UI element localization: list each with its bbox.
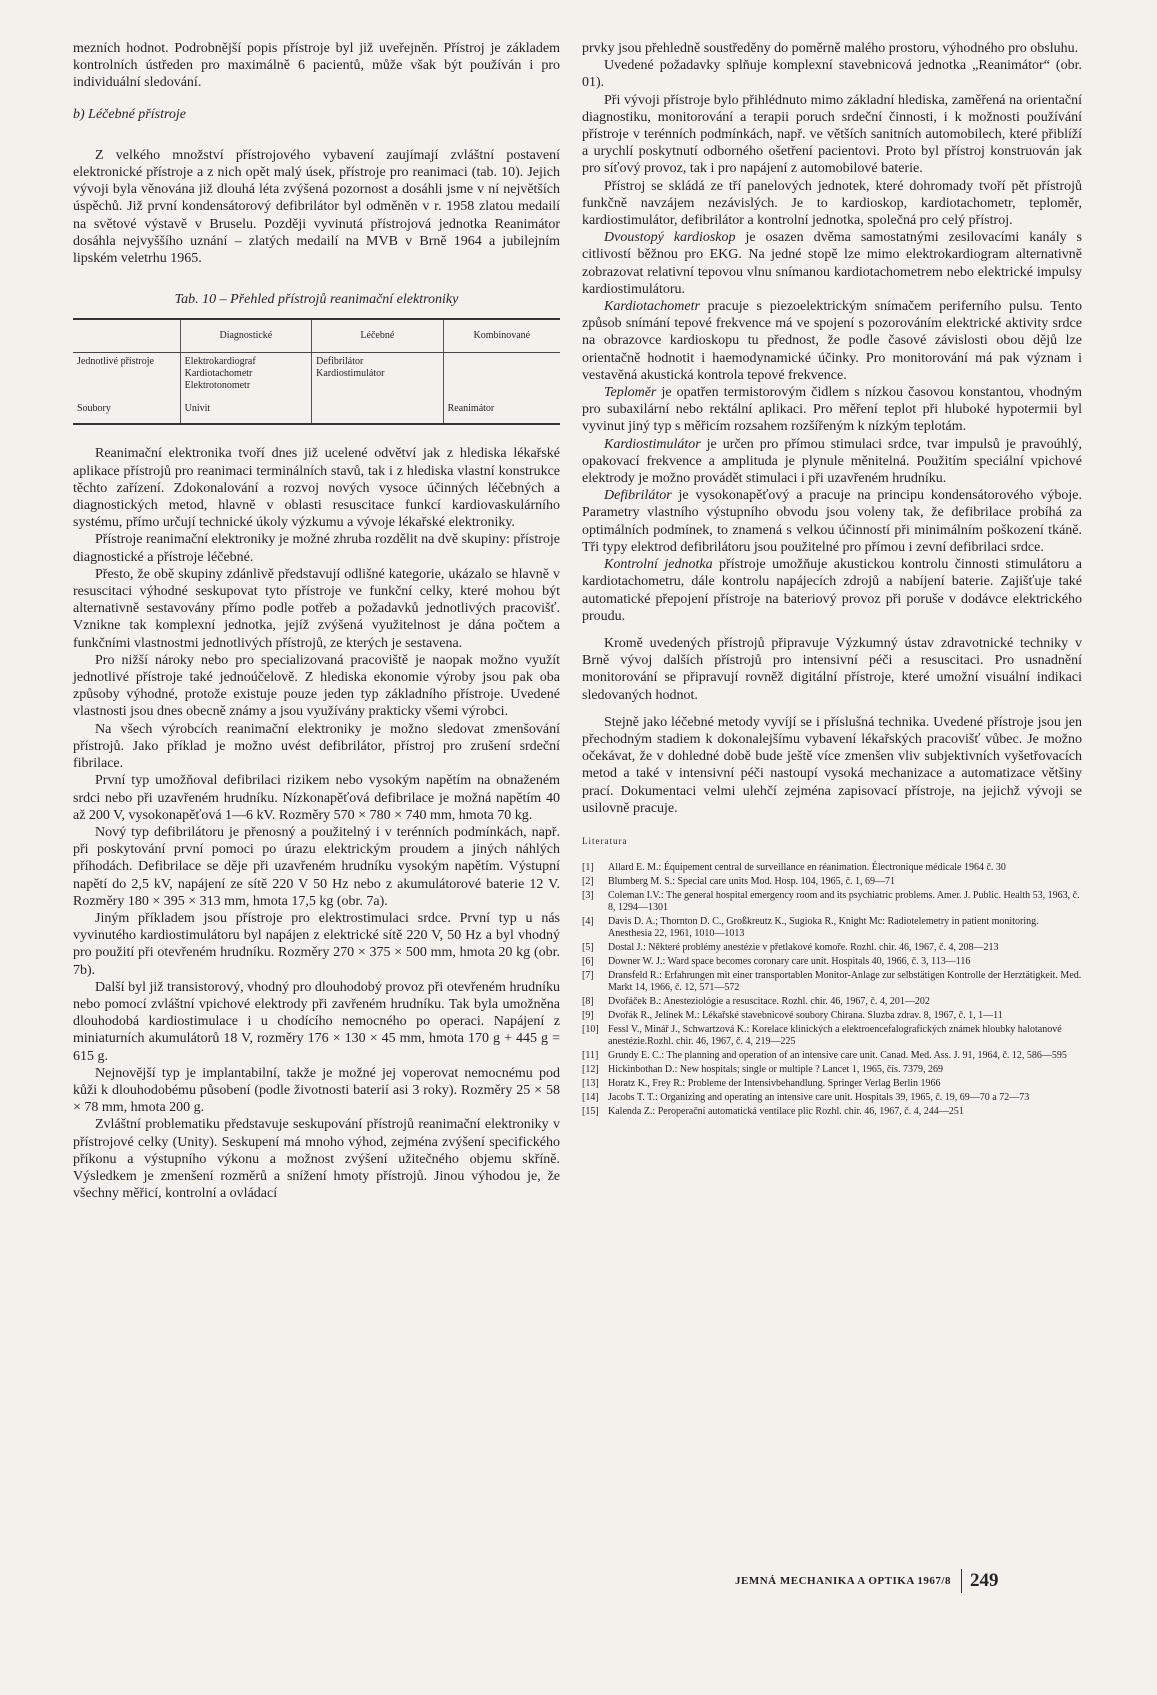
right-column xyxy=(582,40,1082,1120)
page-number: 249 xyxy=(969,1570,999,1591)
paragraph: Jiným příkladem jsou přístroje pro elektrostimulaci srdce. První typ u nás vyvinutého kardiostimulátoru byl napájen z elektrické sítě 220 V, 50 Hz a byl vhodný pro použití při otevřeném hrudníku. Rozměry 270 × 375 × 500 mm, hmota 20 kg (obr. 7b). xyxy=(73,910,560,978)
table-header-cell xyxy=(73,319,180,353)
reference-number: [6] xyxy=(582,956,594,968)
cell-item: Defibrilátor xyxy=(316,356,364,368)
reference-number: [13] xyxy=(582,1078,599,1090)
reference-item xyxy=(582,1024,1082,1048)
table-row xyxy=(73,353,560,401)
paragraph xyxy=(582,436,1082,488)
reference-text: Allard E. M.: Équipement central de surveillance en réanimation. Électronique médicale 1964 č. 30 xyxy=(608,862,1006,874)
device-term: Dvoustopý kardioskop xyxy=(604,230,736,246)
reference-number: [14] xyxy=(582,1092,599,1104)
row-label: Soubory xyxy=(77,403,111,415)
device-term: Defibrilátor xyxy=(604,488,672,504)
reference-text: Davis D. A.; Thornton D. C., Großkreutz K., Sugioka R., Knight Mc: Radiotelemetry in patient monitoring. Anesthesia 22, 1961, 1010—1013 xyxy=(608,916,1039,940)
paragraph: prvky jsou přehledně soustředěny do poměrně malého prostoru, výhodného pro obsluhu. xyxy=(582,41,1079,56)
paragraph xyxy=(582,487,1082,556)
device-overview-table xyxy=(73,318,560,425)
references-heading: Literatura xyxy=(582,835,628,846)
paragraph xyxy=(582,298,1082,384)
paragraph xyxy=(582,229,1082,298)
paragraph xyxy=(582,556,1082,625)
left-column xyxy=(73,40,560,1202)
reference-item xyxy=(582,1064,1082,1076)
table-cell: Univit xyxy=(180,400,311,424)
paragraph: Uvedené požadavky splňuje komplexní stavebnicová jednotka „Reanimátor“ (obr. 01). xyxy=(582,58,1082,91)
reference-item xyxy=(582,1106,1082,1118)
paragraph: Reanimační elektronika tvoří dnes již ucelené odvětví jak z hlediska lékařské aplikace přístrojů pro reanimaci terminálních stavů, tak i z hlediska vlastní konstrukce těchto zařízení. Zdokonalování a rozvoj nových vysoce účinných léčebných a diagnostických metod, hlavně v oblasti resuscitace funkcí kardiovaskulárního systému, přímo určují technické úkoly výzkumu a vývoje lékařské elektroniky. xyxy=(73,446,560,531)
reference-number: [8] xyxy=(582,996,594,1008)
reference-text: Kalenda Z.: Peroperační automatická ventilace plic Rozhl. chir. 46, 1967, č. 4, 244—251 xyxy=(608,1106,964,1118)
reference-number: [9] xyxy=(582,1010,594,1022)
device-term: Teploměr xyxy=(604,385,657,401)
page-footer xyxy=(735,1569,998,1593)
reference-number: [7] xyxy=(582,970,594,982)
cell-item: Elektrotonometr xyxy=(184,380,251,392)
reference-item xyxy=(582,996,1082,1008)
table-cell: Reanimátor xyxy=(443,400,560,424)
footer-divider xyxy=(961,1569,962,1593)
table-cell xyxy=(312,353,443,401)
section-heading: b) Léčebné přístroje xyxy=(73,106,187,122)
table-header-cell: Kombinované xyxy=(443,319,560,353)
reference-item xyxy=(582,970,1082,994)
reference-item xyxy=(582,1010,1082,1022)
paragraph: mezních hodnot. Podrobnější popis přístroje byl již uveřejněn. Přístroj je základem kontrolních ústředen pro maximálně 6 pacientů, může však být používán i pro individuální sledování. xyxy=(73,41,560,91)
paragraph-text: je osazen dvěma samostatnými zesilovacími kanály s citlivostí běžnou pro EKG. Na jedné stopě lze mimo elektrokardiogram alternativně zobrazovat relativní tepovou vlnu snímanou kardiotachometrem nebo elektrické impulsy kardiostimulátoru. xyxy=(582,230,1082,297)
references-list xyxy=(582,862,1082,1118)
reference-number: [5] xyxy=(582,942,594,954)
paragraph-text: přístroje umožňuje akustickou kontrolu činnosti stimulátoru a kardiotachometru, dále kontrolu napájecích zdrojů a nabíjení baterie. Zajišťuje také automatické přepojení přístroje na bateriový provoz při poruše v dodávce elektrického proudu. xyxy=(582,557,1082,624)
reference-text: Fessl V., Minář J., Schwartzová K.: Korelace klinických a elektroencefalografických známek hloubky halotanové anestézie.Rozhl. chir. 46, 1967, č. 4, 219—225 xyxy=(608,1024,1062,1048)
reference-item xyxy=(582,1050,1082,1062)
reference-text: Grundy E. C.: The planning and operation of an intensive care unit. Canad. Med. Ass. J. 91, 1964, č. 12, 586—595 xyxy=(608,1050,1067,1062)
reference-text: Horatz K., Frey R.: Probleme der Intensivbehandlung. Springer Verlag Berlin 1966 xyxy=(608,1078,941,1090)
device-term: Kardiostimulátor xyxy=(604,436,701,452)
paragraph: První typ umožňoval defibrilaci rizikem nebo vysokým napětím na obnaženém srdci nebo při uzavřeném hrudníku. Nízkonapěťová defibrilace je možná napětím 40 až 200 V, vysokonapěťová 1—6 kV. Rozměry 570 × 780 × 740 mm, hmota 70 kg. xyxy=(73,773,560,823)
table-cell xyxy=(180,353,311,401)
reference-number: [2] xyxy=(582,876,594,888)
paragraph: Při vývoji přístroje bylo přihlédnuto mimo základní hlediska, zaměřená na orientační diagnostiku, monitorování a terapii poruch srdeční činnosti, i k možnosti používání přístroje v terénních podmínkách, např. ve větších sanitních automobilech, které přiblíží a urychlí poskytnutí odborného ošetření pacientovi. Proto byl přístroj konstruován jak pro síťový provoz, tak i pro napájení z automobilové baterie. xyxy=(582,92,1082,177)
paragraph: Přesto, že obě skupiny zdánlivě představují odlišné kategorie, ukázalo se hlavně v resuscitaci výhodné seskupovat tyto přístroje ve funkční celky, které mohou být alternativně sestavovány přímo podle potřeb a požadavků jednotlivých pracovišť. Vznikne tak komplexní jednotka, jejíž zvýšená využitelnost je dána počtem a funkčními vlastnostmi jednotlivých přístrojů, ze kterých je sestavena. xyxy=(73,566,560,651)
cell-item: Kardiostimulátor xyxy=(316,368,385,380)
reference-text: Dostal J.: Některé problémy anestézie v přetlakové komoře. Rozhl. chir. 46, 1967, č. 4, 208—213 xyxy=(608,942,999,954)
reference-text: Downer W. J.: Ward space becomes coronary care unit. Hospitals 40, 1966, č. 3, 113—116 xyxy=(608,956,971,968)
paragraph: Zvláštní problematiku představuje seskupování přístrojů reanimační elektroniky v přístrojové celky (Unity). Seskupení má mnoho výhod, zejména zvýšení specifického příkonu a výstupního výkonu a možnost zvýšení užitečného objemu skříně. Výsledkem je zmenšení rozměrů a snížení hmoty přístrojů. Jinou výhodou je, že všechny měřicí, kontrolní a ovládací xyxy=(73,1117,560,1202)
reference-text: Dvořáček B.: Anesteziológie a resuscitace. Rozhl. chir. 46, 1967, č. 4, 201—202 xyxy=(608,996,930,1008)
paragraph: Přístroj se skládá ze tří panelových jednotek, které dohromady tvoří pět přístrojů funkčně navzájem nezávislých. Je to kardioskop, kardiotachometr, teploměr, kardiostimulátor, defibrilátor a kontrolní jednotka, společná pro celý přístroj. xyxy=(582,178,1082,229)
paragraph: Přístroje reanimační elektroniky je možné zhruba rozdělit na dvě skupiny: přístroje diagnostické a přístroje léčebné. xyxy=(73,532,560,565)
reference-text: Dransfeld R.: Erfahrungen mit einer transportablen Monitor-Anlage zur selbstätigen Kontrolle der Herztätigkeit. Med. Markt 14, 1966, č. 12, 571—572 xyxy=(608,970,1082,994)
table-header-cell: Léčebné xyxy=(312,319,443,353)
paragraph-text: je opatřen termistorovým čidlem s nízkou časovou konstantou, vhodným pro subaxilární nebo rektální aplikaci. Pro měření teplot při hluboké hypotermii byl vyvinut jiný typ s měřicím rozsahem rozšířeným k nízkým teplotám. xyxy=(582,385,1082,435)
paragraph-text: je vysokonapěťový a pracuje na principu kondensátorového výboje. Parametry vlastního výstupního obvodu jsou voleny tak, že defibrilace probíhá za optimálních podmínek, to znamená s velkou účinností při minimálním poškození tkáně. Tři typy elektrod defibrilátoru jsou použitelné pro přímou i zevní defibrilaci srdce. xyxy=(582,488,1082,555)
reference-text: Hickinbothan D.: New hospitals; single or multiple ? Lancet 1, 1965, čís. 7379, 269 xyxy=(608,1064,943,1076)
paragraph: Nový typ defibrilátoru je přenosný a použitelný i v terénních podmínkách, např. při poskytování první pomoci po úrazu elektrickým proudem a jiných náhlých příhodách. Defibrilace se děje při uzavřeném hrudníku vysokým napětím. Výstupní napětí do 2,5 kV, napájení ze sítě 220 V 50 Hz nebo z akumulátorové baterie 12 V. Rozměry 180 × 395 × 313 mm, hmota 17,5 kg (obr. 7a). xyxy=(73,824,560,909)
table-cell xyxy=(312,400,443,424)
cell-item: Kardiotachometr xyxy=(184,368,253,380)
paragraph: Stejně jako léčebné metody vyvíjí se i příslušná technika. Uvedené přístroje jsou jen přechodným stadiem k dokonalejšímu vybavení lékařských pracovišť vůbec. Je možno očekávat, že v dohledné době bude ještě více zmenšen vliv subjektivních vyšetřovacích metod a také v intensivní péči nastoupí vysoká mechanizace a automatizace většiny prací. Dokumentaci velmi ulehčí zejména zapisovací přístroje, na jejichž vývoji se usilovně pracuje. xyxy=(582,714,1082,816)
paragraph: Kromě uvedených přístrojů připravuje Výzkumný ústav zdravotnické techniky v Brně vývoj dalších přístrojů pro intensivní péči a resuscitaci. Pro usnadnění monitorování se připravují rovněž digitální přístroje, které umožní visuální indikaci sledovaných hodnot. xyxy=(582,635,1082,703)
reference-item xyxy=(582,916,1082,940)
paragraph: Nejnovější typ je implantabilní, takže je možné jej voperovat nemocnému pod kůži k dlouhodobému působení (podle životnosti baterií asi 3 roky). Rozměry 25 × 58 × 78 mm, hmota 200 g. xyxy=(73,1065,560,1116)
reference-item xyxy=(582,862,1082,874)
paragraph-text: je určen pro přímou stimulaci srdce, tvar impulsů je pravoúhlý, opakovací frekvence a amplituda je plynule měnitelná. Použitím speciální vpichové elektrody je možno provádět stimulaci i při uzavřeném hrudníku. xyxy=(582,436,1082,487)
table-header-row xyxy=(73,319,560,353)
reference-number: [12] xyxy=(582,1064,599,1076)
reference-text: Dvořák R., Jelínek M.: Lékařské stavebnicové soubory Chirana. Sluzba zdrav. 8, 1967, č. 1, 1—11 xyxy=(608,1010,1003,1022)
table-caption: Tab. 10 – Přehled přístrojů reanimační elektroniky xyxy=(174,292,459,308)
cell-item: Elektrokardiograf xyxy=(184,356,256,368)
paragraph: Z velkého množství přístrojového vybavení zaujímají zvláštní postavení elektronické přístroje a z nich opět malý úsek, přístroje pro reanimaci (tab. 10). Jejich vývoji byla věnována již dlouhá léta zvýšená pozornost a dosáhli jsme v ní největších úspěchů. Již první kondensátorový defibrilátor byl odměněn v r. 1958 zlatou medailí na světové výstavě v Bruselu. Později vyvinutá přístrojová jednotka Reanimátor dosáhla nejvyššího uznání – zlatých medailí na MVB v Brně 1964 a jubilejním lipském veletrhu 1965. xyxy=(73,147,560,267)
table-row xyxy=(73,400,560,424)
paragraph: Pro nižší nároky nebo pro specializovaná pracoviště je naopak možno využít jednotlivé přístroje také jednoúčelově. Z hlediska ekonomie výroby jsou pak oba způsoby výhodné, protože existuje pouze jeden typ základního přístroje. Uvedené vlastnosti jsou dnes obecně známy a jsou využívány prakticky všemi výrobci. xyxy=(73,652,560,720)
reference-item xyxy=(582,942,1082,954)
paragraph-text: pracuje s piezoelektrickým snímačem periferního pulsu. Tento způsob snímání tepové frekvence má ve spojení s pozorováním elektrické aktivity srdce na obrazovce kardioskopu tu přednost, že podle časové závislosti obou dějů lze orientačně hodnotit i haemodynamické účinky. Pro monitorování má pak význam i vestavěná akustická kontrola tepové frekvence. xyxy=(582,299,1082,383)
reference-item xyxy=(582,1078,1082,1090)
device-term: Kardiotachometr xyxy=(604,299,700,315)
paragraph xyxy=(582,384,1082,436)
device-term: Kontrolní jednotka xyxy=(604,557,713,573)
reference-item xyxy=(582,876,1082,888)
reference-text: Blumberg M. S.: Special care units Mod. Hosp. 104, 1965, č. 1, 69—71 xyxy=(608,876,896,888)
table-header-cell: Diagnostické xyxy=(180,319,311,353)
reference-number: [10] xyxy=(582,1024,599,1036)
reference-item xyxy=(582,1092,1082,1104)
reference-number: [3] xyxy=(582,890,594,902)
table-cell xyxy=(443,353,560,401)
reference-item xyxy=(582,890,1082,914)
reference-number: [1] xyxy=(582,862,594,874)
reference-number: [11] xyxy=(582,1050,599,1062)
reference-number: [4] xyxy=(582,916,594,928)
paragraph: Na všech výrobcích reanimační elektroniky je možno sledovat zmenšování přístrojů. Jako příklad je možno uvést defibrilátor, přístroj pro zrušení srdeční fibrilace. xyxy=(73,721,560,772)
reference-text: Jacobs T. T.: Organizing and operating an intensive care unit. Hospitals 39, 1965, č. 19, 69—70 a 72—73 xyxy=(608,1092,1030,1104)
paragraph: Další byl již transistorový, vhodný pro dlouhodobý provoz při otevřeném hrudníku nebo pomocí zvláštní vpichové elektrody při zavřeném hrudníku. Tak byla umožněna dlouhodobá kardiostimulace i u chodícího nemocného po operaci. Napájení z miniaturních akumulátorů 18 V, rozměry 176 × 130 × 45 mm, hmota 170 g + 445 g = 615 g. xyxy=(73,979,560,1064)
reference-text: Coleman I.V.: The general hospital emergency room and its psychiatric problems. Amer. J. Public. Health 53, 1963, č. 8, 1294—1301 xyxy=(608,890,1080,914)
row-label: Jednotlivé přístroje xyxy=(77,356,154,368)
reference-number: [15] xyxy=(582,1106,599,1118)
journal-title: JEMNÁ MECHANIKA A OPTIKA 1967/8 xyxy=(735,1575,951,1587)
reference-item xyxy=(582,956,1082,968)
